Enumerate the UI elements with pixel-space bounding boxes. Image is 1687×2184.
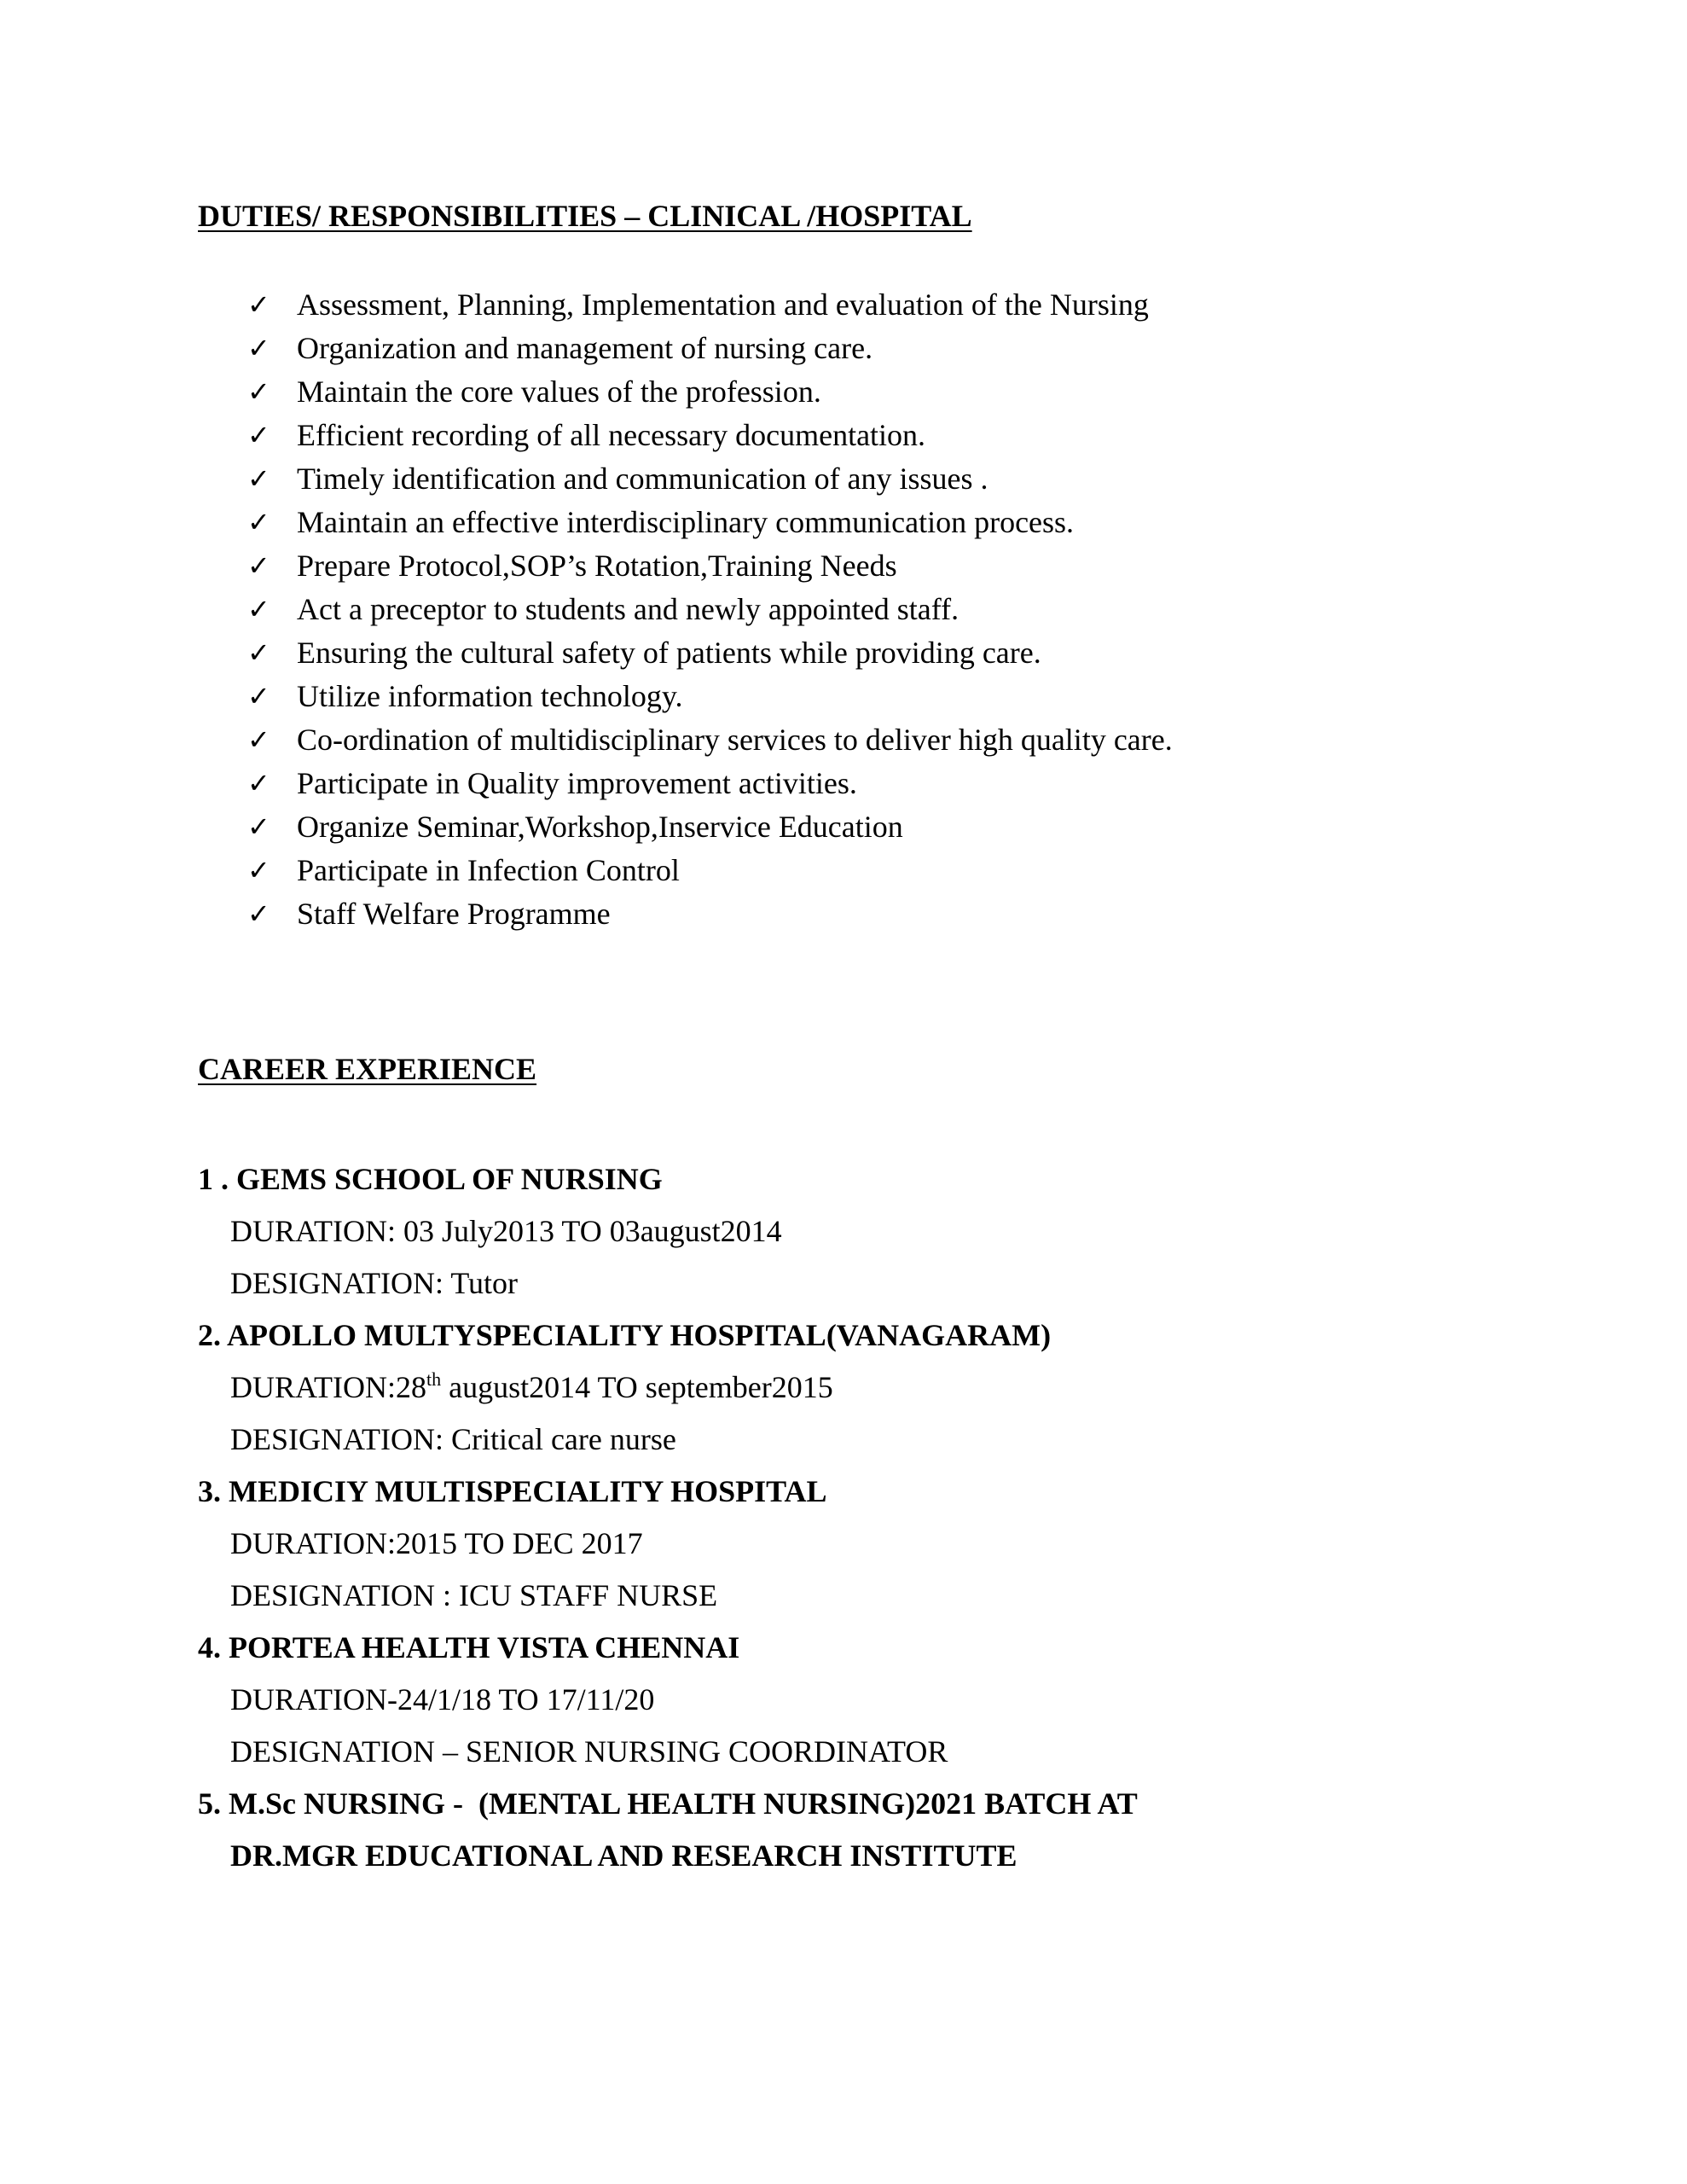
checkmark-icon: ✓ [247, 419, 270, 451]
duty-text: Act a preceptor to students and newly appointed staff. [297, 592, 959, 626]
checkmark-icon: ✓ [247, 767, 270, 799]
career-entry-title-continued: DR.MGR EDUCATIONAL AND RESEARCH INSTITUTE [230, 1838, 1017, 1873]
career-entry-title: 4. PORTEA HEALTH VISTA CHENNAI [198, 1630, 740, 1664]
career-entry-duration [198, 1362, 1138, 1414]
duty-text: Assessment, Planning, Implementation and evaluation of the Nursing [297, 288, 1149, 322]
career-entry-title: 2. APOLLO MULTYSPECIALITY HOSPITAL(VANAGARAM) [198, 1318, 1052, 1352]
career-entry-duration: DURATION: 03 July2013 TO 03august2014 [230, 1214, 782, 1248]
duty-text: Prepare Protocol,SOP’s Rotation,Training Needs [297, 549, 897, 583]
checkmark-icon: ✓ [247, 332, 270, 364]
duty-text: Participate in Quality improvement activities. [297, 766, 857, 800]
checkmark-icon: ✓ [247, 680, 270, 712]
checkmark-icon: ✓ [247, 723, 270, 756]
duty-text: Participate in Infection Control [297, 853, 680, 887]
career-entry-duration: DURATION:2015 TO DEC 2017 [230, 1526, 643, 1560]
career-entry-title: 5. M.Sc NURSING - (MENTAL HEALTH NURSING)2021 BATCH AT [198, 1786, 1138, 1821]
career-entry-designation: DESIGNATION: Critical care nurse [230, 1422, 676, 1456]
checkmark-icon: ✓ [247, 636, 270, 669]
checkmark-icon: ✓ [247, 506, 270, 538]
duty-text: Co-ordination of multidisciplinary services to deliver high quality care. [297, 723, 1173, 757]
duty-text: Ensuring the cultural safety of patients while providing care. [297, 636, 1041, 670]
checkmark-icon: ✓ [247, 854, 270, 886]
checkmark-icon: ✓ [247, 288, 270, 321]
duration-prefix: DURATION:28 [230, 1370, 426, 1404]
duty-text: Timely identification and communication of any issues . [297, 462, 988, 496]
career-entry-title: 1 . GEMS SCHOOL OF NURSING [198, 1162, 663, 1196]
duty-text: Efficient recording of all necessary documentation. [297, 418, 926, 452]
career-entry-duration: DURATION-24/1/18 TO 17/11/20 [230, 1682, 655, 1716]
duty-text: Staff Welfare Programme [297, 897, 611, 931]
career-entry-designation: DESIGNATION : ICU STAFF NURSE [230, 1578, 718, 1612]
checkmark-icon: ✓ [247, 897, 270, 930]
checkmark-icon: ✓ [247, 549, 270, 582]
career-entry-title: 3. MEDICIY MULTISPECIALITY HOSPITAL [198, 1474, 827, 1508]
career-entry-designation: DESIGNATION: Tutor [230, 1266, 519, 1300]
duty-text: Organization and management of nursing care. [297, 331, 873, 365]
duty-text: Organize Seminar,Workshop,Inservice Education [297, 810, 903, 844]
ordinal-superscript: th [426, 1368, 442, 1390]
career-entry-designation: DESIGNATION – SENIOR NURSING COORDINATOR [230, 1734, 948, 1769]
checkmark-icon: ✓ [247, 810, 270, 843]
duty-text: Maintain the core values of the profession. [297, 375, 821, 409]
duration-suffix: august2014 TO september2015 [441, 1370, 833, 1404]
career-heading: CAREER EXPERIENCE [198, 1052, 537, 1086]
checkmark-icon: ✓ [247, 375, 270, 408]
checkmark-icon: ✓ [247, 462, 270, 495]
duty-text: Utilize information technology. [297, 679, 683, 713]
duty-text: Maintain an effective interdisciplinary communication process. [297, 505, 1075, 539]
duties-heading: DUTIES/ RESPONSIBILITIES – CLINICAL /HOSPITAL [198, 199, 972, 233]
career-list [198, 1153, 1138, 1882]
checkmark-icon: ✓ [247, 593, 270, 625]
